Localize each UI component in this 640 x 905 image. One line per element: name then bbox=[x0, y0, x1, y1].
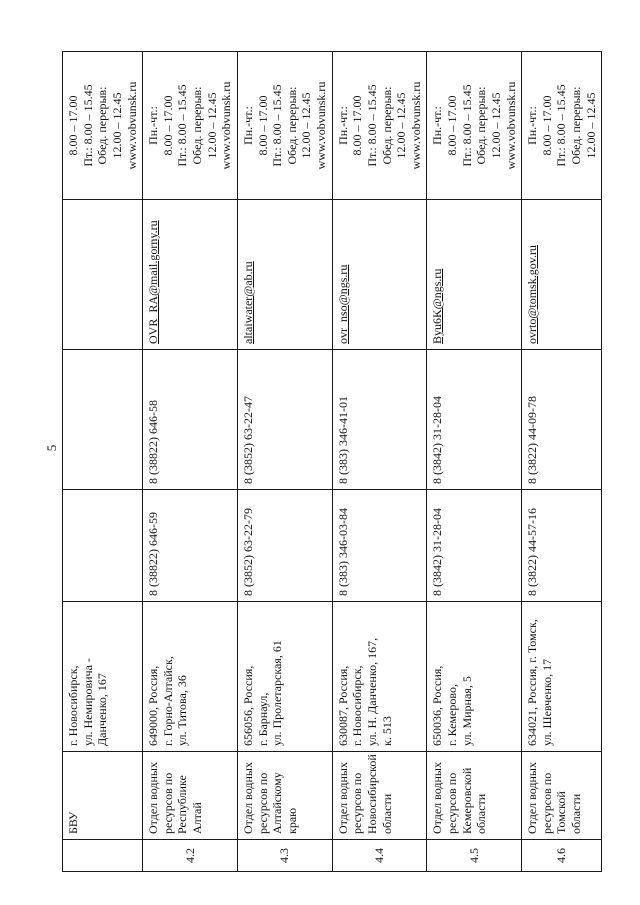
row-number: 4.4 bbox=[332, 840, 427, 872]
department-name-line: Алтайскому bbox=[270, 772, 285, 834]
working-hours bbox=[237, 52, 332, 200]
address-line: Данченко, 167 bbox=[95, 673, 110, 746]
row-number: 4.2 bbox=[143, 840, 238, 872]
address bbox=[522, 602, 602, 752]
row-number: 4.5 bbox=[427, 840, 522, 872]
department-name-line: Кемеровской bbox=[459, 767, 474, 834]
working-hours-line: Обед. перерыв: bbox=[379, 86, 394, 165]
department-name bbox=[237, 752, 332, 840]
working-hours-line: Обед. перерыв: bbox=[284, 86, 299, 165]
department-name-line: Республике bbox=[175, 775, 190, 834]
address-line: г. Барнаул, bbox=[255, 692, 270, 746]
phone: 8 (383) 346-03-84 bbox=[332, 490, 427, 602]
fax: 8 (383) 346-41-01 bbox=[332, 350, 427, 490]
email-cell bbox=[63, 200, 143, 350]
working-hours-line: www.vobvunsk.ru bbox=[408, 81, 423, 170]
email-link[interactable]: ovrto@tomsk.gov.ru bbox=[525, 245, 540, 344]
table-row bbox=[143, 52, 238, 872]
working-hours-line: 8.00 – 17.00 bbox=[445, 95, 459, 156]
working-hours-line: Пт.: 8.00 – 15.45 bbox=[270, 84, 285, 167]
working-hours-line: Пт.: 8.00 – 15.45 bbox=[175, 84, 190, 167]
page-number: 5 bbox=[44, 444, 59, 452]
address-line: ул. Пролетарская, 61 bbox=[270, 640, 285, 746]
working-hours-line: Пт.: 8.00 – 15.45 bbox=[459, 84, 474, 167]
working-hours-line: Пн.-чт.: bbox=[525, 106, 540, 145]
working-hours-line: www.vobvunsk.ru bbox=[503, 81, 518, 170]
working-hours-line: 12.00 – 12.45 bbox=[109, 92, 124, 159]
working-hours-line: Пн.-чт.: bbox=[146, 106, 161, 145]
address-line: г. Горно-Алтайск, bbox=[160, 656, 175, 746]
department-name-line: Томской bbox=[554, 791, 569, 834]
email-cell bbox=[143, 200, 238, 350]
working-hours-line: 12.00 – 12.45 bbox=[583, 92, 598, 159]
working-hours-line: Пн.-чт.: bbox=[335, 106, 350, 145]
address-line: ул. Немировича - bbox=[80, 658, 95, 746]
department-name-line: Новосибирской bbox=[364, 754, 379, 834]
address bbox=[427, 602, 522, 752]
address bbox=[332, 602, 427, 752]
department-name-line: ресурсов по bbox=[160, 772, 175, 834]
working-hours-line: Пт.: 8.00 – 15.45 bbox=[554, 84, 569, 167]
email-link[interactable]: altaiwater@ab.ru bbox=[240, 261, 255, 344]
rotated-table-page bbox=[62, 52, 598, 872]
table-body bbox=[63, 52, 602, 872]
fax bbox=[63, 350, 143, 490]
working-hours-line: 8.00 – 17.00 bbox=[160, 95, 175, 156]
department-name bbox=[63, 752, 143, 840]
department-name-line: Отдел водных bbox=[146, 762, 161, 834]
working-hours-line: 12.00 – 12.45 bbox=[394, 92, 409, 159]
fax: 8 (38822) 646-58 bbox=[143, 350, 238, 490]
row-number: 4.6 bbox=[522, 840, 602, 872]
working-hours bbox=[522, 52, 602, 200]
address bbox=[143, 602, 238, 752]
department-name bbox=[427, 752, 522, 840]
working-hours-line: Пн.-чт.: bbox=[430, 106, 445, 145]
department-name-line: ресурсов по bbox=[255, 772, 270, 834]
row-number: 4.3 bbox=[237, 840, 332, 872]
email-link[interactable]: Byu6K@ngs.ru bbox=[430, 268, 445, 344]
department-name bbox=[143, 752, 238, 840]
table-row bbox=[522, 52, 602, 872]
phone: 8 (3852) 63-22-79 bbox=[237, 490, 332, 602]
working-hours-line: Пт.: 8.00 – 15.45 bbox=[364, 84, 379, 167]
working-hours bbox=[143, 52, 238, 200]
working-hours-line: Обед. перерыв: bbox=[569, 86, 583, 165]
department-name-line: ресурсов по bbox=[539, 772, 554, 834]
working-hours-line: Обед. перерыв: bbox=[474, 86, 489, 165]
department-name-line: ресурсов по bbox=[350, 772, 365, 834]
department-name-line: области bbox=[569, 793, 583, 834]
email-cell bbox=[522, 200, 602, 350]
department-name-line: области bbox=[379, 793, 394, 834]
address-line: ул. Шевченко, 17 bbox=[539, 658, 554, 746]
working-hours-line: www.vobvunsk.ru bbox=[219, 81, 234, 170]
email-link[interactable]: ovr_nso@ngs.ru bbox=[335, 264, 350, 344]
email-cell bbox=[427, 200, 522, 350]
department-name bbox=[332, 752, 427, 840]
working-hours-line: 12.00 – 12.45 bbox=[299, 92, 314, 159]
address bbox=[237, 602, 332, 752]
working-hours-line: 8.00 – 17.00 bbox=[66, 95, 80, 156]
address bbox=[63, 602, 143, 752]
working-hours-line: 8.00 – 17.00 bbox=[539, 95, 554, 156]
working-hours-line: 12.00 – 12.45 bbox=[204, 92, 219, 159]
working-hours-line: 8.00 – 17.00 bbox=[255, 95, 270, 156]
department-name bbox=[522, 752, 602, 840]
working-hours bbox=[332, 52, 427, 200]
phone: 8 (38822) 646-59 bbox=[143, 490, 238, 602]
email-cell bbox=[237, 200, 332, 350]
department-name-line: ресурсов по bbox=[445, 772, 459, 834]
department-name-line: Отдел водных bbox=[430, 762, 445, 834]
address-line: г. Новосибирск, bbox=[66, 665, 80, 746]
working-hours-line: 8.00 – 17.00 bbox=[350, 95, 365, 156]
department-name-line: Алтай bbox=[190, 802, 204, 834]
working-hours-line: 12.00 – 12.45 bbox=[488, 92, 503, 159]
address-line: г. Кемерово, bbox=[445, 684, 459, 746]
address-line: 649000, Россия, bbox=[146, 665, 161, 746]
fax: 8 (3822) 44-09-78 bbox=[522, 350, 602, 490]
water-resources-offices-table bbox=[62, 51, 602, 872]
working-hours-line: Обед. перерыв: bbox=[95, 86, 110, 165]
department-name-line: Отдел водных bbox=[525, 762, 540, 834]
working-hours-line: Пт.: 8.00 – 15.45 bbox=[80, 84, 95, 167]
working-hours-line: www.vobvunsk.ru bbox=[314, 81, 328, 170]
address-line: ул. Титова, 36 bbox=[175, 675, 190, 746]
address-line: к. 513 bbox=[379, 716, 394, 746]
phone: 8 (3822) 44-57-16 bbox=[522, 490, 602, 602]
table-row bbox=[237, 52, 332, 872]
working-hours bbox=[63, 52, 143, 200]
phone: 8 (3842) 31-28-04 bbox=[427, 490, 522, 602]
email-cell bbox=[332, 200, 427, 350]
row-number bbox=[63, 840, 143, 872]
table-row bbox=[427, 52, 522, 872]
working-hours-line: Пн.-чт.: bbox=[240, 106, 255, 145]
address-line: ул. Мирная, 5 bbox=[459, 676, 474, 746]
address-line: ул. Н. Данченко, 167, bbox=[364, 637, 379, 746]
working-hours-line: www.vobvunsk.ru bbox=[124, 81, 139, 170]
department-name-line: области bbox=[474, 793, 489, 834]
working-hours bbox=[427, 52, 522, 200]
address-line: г. Новосибирск, bbox=[350, 665, 365, 746]
email-link[interactable]: OVR_RA@mail.gorny.ru bbox=[146, 220, 161, 344]
table-row bbox=[332, 52, 427, 872]
working-hours-line: Обед. перерыв: bbox=[190, 86, 204, 165]
department-name-line: БВУ bbox=[66, 811, 80, 834]
department-name-line: краю bbox=[284, 807, 299, 834]
department-name-line: Отдел водных bbox=[240, 762, 255, 834]
address-line: 634021, Россия, г. Томск, bbox=[525, 619, 540, 746]
address-line: 650036, Россия, bbox=[430, 665, 445, 746]
address-line: 656056, Россия, bbox=[240, 665, 255, 746]
department-name-line: Отдел водных bbox=[335, 762, 350, 834]
fax: 8 (3852) 63-22-47 bbox=[237, 350, 332, 490]
fax: 8 (3842) 31-28-04 bbox=[427, 350, 522, 490]
address-line: 630087, Россия, bbox=[335, 665, 350, 746]
table-row bbox=[63, 52, 143, 872]
phone bbox=[63, 490, 143, 602]
